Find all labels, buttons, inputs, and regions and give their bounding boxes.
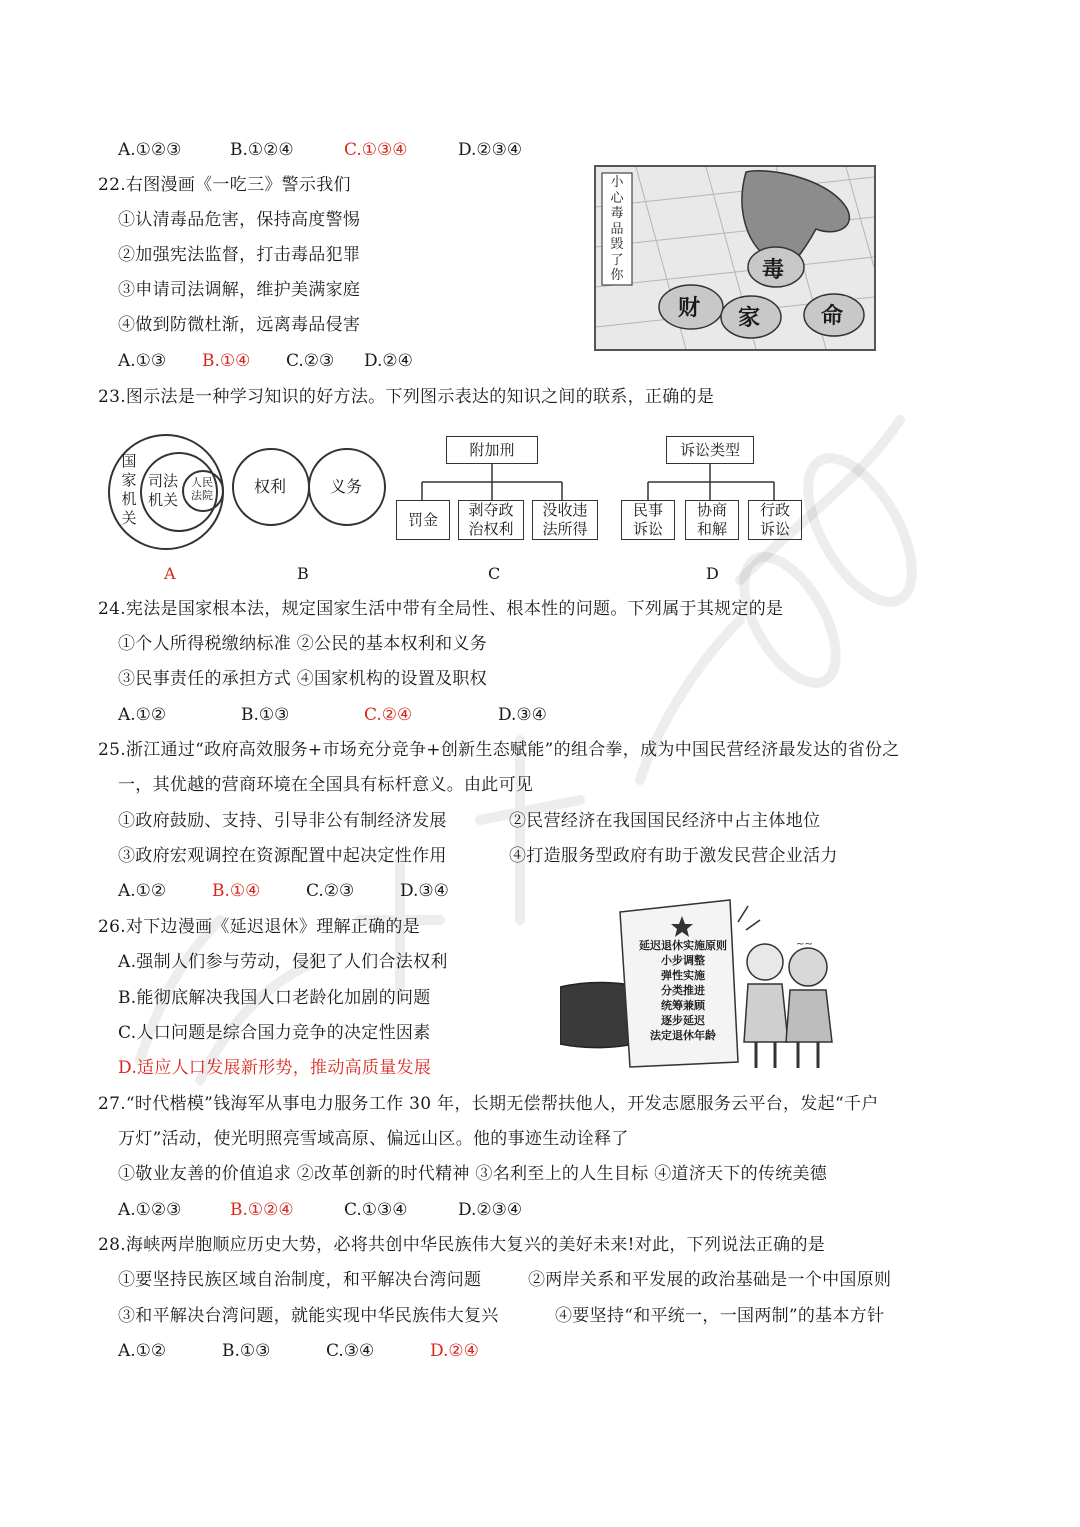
q27-option-c: C.①③④: [344, 1200, 408, 1220]
q24-option-d: D.③④: [498, 705, 547, 725]
chess-piece-family: 家: [738, 306, 761, 331]
chess-piece-wealth: 财: [678, 296, 701, 321]
q25-option-a: A.①②: [118, 881, 167, 901]
q26-stem: 26.对下边漫画《延迟退休》理解正确的是: [98, 917, 421, 937]
diagram-a-outer-label: 国 家 机 关: [121, 452, 137, 527]
diagram-c-child-2: 剥夺政 治权利: [458, 500, 524, 540]
q24-option-b: B.①③: [241, 705, 290, 725]
diagram-c-root: 附加刑: [446, 436, 538, 464]
q21-option-a: A.①②③: [118, 140, 182, 160]
q28-statement-1: ①要坚持民族区域自治制度，和平解决台湾问题: [118, 1270, 482, 1290]
chess-piece-life: 命: [821, 304, 844, 329]
cartoon-vertical-slogan: 小 心 毒 品 毁 了 你: [610, 175, 624, 283]
q28-statement-2: ②两岸关系和平发展的政治基础是一个中国原则: [528, 1270, 892, 1290]
q21-option-d: D.②③④: [458, 140, 523, 160]
q27-statements: ①敬业友善的价值追求 ②改革创新的时代精神 ③名利至上的人生目标 ④道济天下的传统美德: [118, 1164, 828, 1184]
q27-stem-line-2: 万灯”活动，使光明照亮雪域高原、偏远山区。他的事迹生动诠释了: [118, 1129, 629, 1149]
q24-statements-3-4: ③民事责任的承担方式 ④国家机构的设置及职权: [118, 669, 488, 689]
q28-statement-3: ③和平解决台湾问题，就能实现中华民族伟大复兴: [118, 1306, 499, 1326]
q27-option-d: D.②③④: [458, 1200, 523, 1220]
diagram-d-child-3: 行政 诉讼: [748, 500, 802, 540]
q21-option-c: C.①③④: [344, 140, 408, 160]
diagram-c-child-3: 没收违 法所得: [532, 500, 598, 540]
q22-statement-3: ③申请司法调解，维护美满家庭: [118, 280, 361, 300]
q22-cartoon: [594, 165, 876, 351]
q22-option-a: A.①③: [118, 351, 167, 371]
diagram-caption-a: A: [164, 564, 176, 583]
q28-option-c: C.③④: [326, 1341, 375, 1361]
q27-option-a: A.①②③: [118, 1200, 182, 1220]
q24-option-c: C.②④: [364, 705, 413, 725]
q28-option-b: B.①③: [222, 1341, 271, 1361]
q25-statement-3: ③政府宏观调控在资源配置中起决定性作用: [118, 846, 447, 866]
q27-option-b: B.①②④: [230, 1200, 294, 1220]
q21-option-b: B.①②④: [230, 140, 294, 160]
q24-stem: 24.宪法是国家根本法，规定国家生活中带有全局性、根本性的问题。下列属于其规定的是: [98, 599, 784, 619]
diagram-caption-c: C: [488, 564, 501, 583]
q25-statement-1: ①政府鼓励、支持、引导非公有制经济发展: [118, 811, 447, 831]
q22-statement-4: ④做到防微杜渐，远离毒品侵害: [118, 315, 361, 335]
q28-stem: 28.海峡两岸胞顺应历史大势，必将共创中华民族伟大复兴的美好未来!对此，下列说法正确的是: [98, 1235, 826, 1255]
q25-stem-line-2: 一，其优越的营商环境在全国具有标杆意义。由此可见: [118, 775, 534, 795]
q26-option-a: A.强制人们参与劳动，侵犯了人们合法权利: [118, 952, 448, 972]
q26-option-b: B.能彻底解决我国人口老龄化加剧的问题: [118, 988, 431, 1008]
q28-option-a: A.①②: [118, 1341, 167, 1361]
q26-option-c: C.人口问题是综合国力竞争的决定性因素: [118, 1023, 431, 1043]
q22-statement-2: ②加强宪法监督，打击毒品犯罪: [118, 245, 361, 265]
q26-cartoon: [560, 892, 860, 1072]
q22-option-d: D.②④: [364, 351, 413, 371]
diagram-a-middle-label: 司法 机关: [147, 472, 178, 509]
cartoon-squiggle: ~~: [796, 939, 813, 950]
q25-stem-line-1: 25.浙江通过“政府高效服务+市场充分竞争+创新生态赋能”的组合拳，成为中国民营经济最发达的省份之: [98, 740, 900, 760]
diagram-b-right-label: 义务: [329, 477, 362, 496]
q23-stem: 23.图示法是一种学习知识的好方法。下列图示表达的知识之间的联系，正确的是: [98, 387, 715, 407]
q22-stem: 22.右图漫画《一吃三》警示我们: [98, 175, 351, 195]
diagram-caption-d: D: [706, 564, 719, 583]
q25-option-d: D.③④: [400, 881, 449, 901]
q27-stem-line-1: 27.“时代楷模”钱海军从事电力服务工作 30 年，长期无偿帮扶他人，开发志愿服务云平台，发起“千户: [98, 1094, 879, 1114]
chess-piece-drug: 毒: [762, 258, 785, 283]
q28-statement-4: ④要坚持“和平统一，一国两制”的基本方针: [555, 1306, 885, 1326]
q22-option-c: C.②③: [286, 351, 335, 371]
q28-option-d: D.②④: [430, 1341, 479, 1361]
q24-statements-1-2: ①个人所得税缴纳标准 ②公民的基本权利和义务: [118, 634, 488, 654]
q25-statement-4: ④打造服务型政府有助于激发民营企业活力: [509, 846, 838, 866]
diagram-d-child-1: 民事 诉讼: [621, 500, 675, 540]
q24-option-a: A.①②: [118, 705, 167, 725]
q25-option-c: C.②③: [306, 881, 355, 901]
q25-option-b: B.①④: [212, 881, 261, 901]
diagram-d-child-2: 协商 和解: [685, 500, 739, 540]
diagram-caption-b: B: [297, 564, 309, 583]
retirement-document-text: 延迟退休实施原则 小步调整 弹性实施 分类推进 统筹兼顾 逐步延迟 法定退休年龄: [632, 938, 734, 1043]
q25-statement-2: ②民营经济在我国国民经济中占主体地位: [509, 811, 821, 831]
diagram-b-left-label: 权利: [253, 477, 286, 496]
diagram-d-root: 诉讼类型: [666, 436, 754, 464]
q22-option-b: B.①④: [202, 351, 251, 371]
q22-statement-1: ①认清毒品危害，保持高度警惕: [118, 210, 361, 230]
q26-option-d: D.适应人口发展新形势，推动高质量发展: [118, 1058, 432, 1078]
retirement-document-title: 延迟退休实施原则: [639, 939, 727, 952]
diagram-c-child-1: 罚金: [396, 500, 450, 540]
diagram-a-inner-label: 人民 法院: [191, 476, 213, 502]
